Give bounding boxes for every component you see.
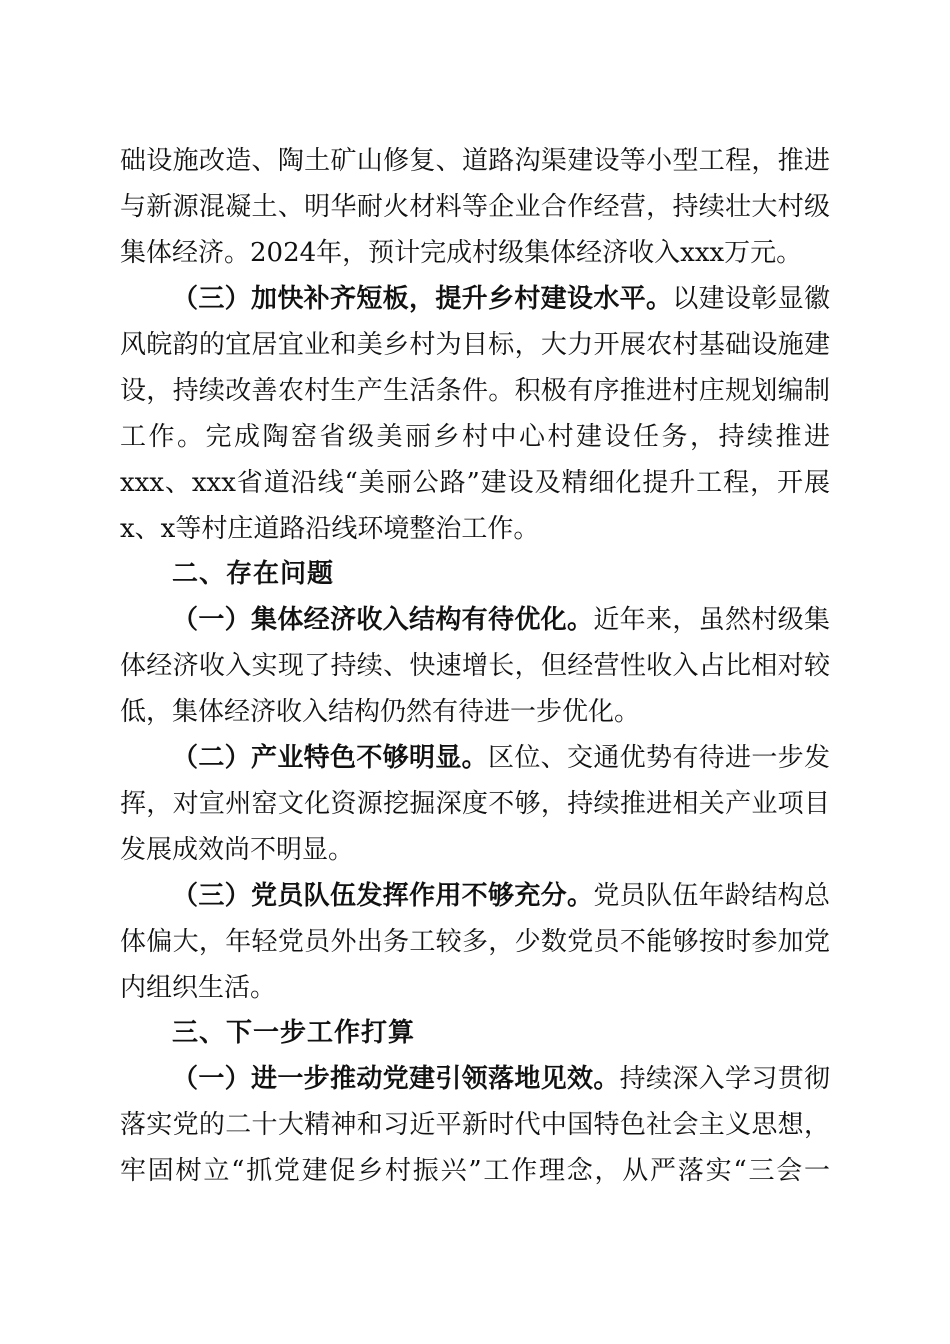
body-text-line: 础设施改造、陶土矿山修复、道路沟渠建设等小型工程，推进 xyxy=(120,146,830,176)
paragraph-title: （一）进一步推动党建引领落地见效。 xyxy=(172,1064,620,1094)
paragraph-title: （三）党员队伍发挥作用不够充分。 xyxy=(172,881,594,911)
body-text-line: 风皖韵的宜居宜业和美乡村为目标，大力开展农村基础设施建 xyxy=(120,330,830,360)
paragraph-first-line xyxy=(172,1056,830,1102)
body-text-line: 与新源混凝土、明华耐火材料等企业合作经营，持续壮大村级 xyxy=(120,192,830,222)
paragraph-first-line xyxy=(172,873,830,919)
body-text-line: xxx、xxx省道沿线“美丽公路”建设及精细化提升工程，开展 xyxy=(120,468,830,498)
paragraph-title: （二）产业特色不够明显。 xyxy=(172,743,488,773)
paragraph-text: 区位、交通优势有待进一步发 xyxy=(488,743,830,773)
paragraph-text: 持续深入学习贯彻 xyxy=(619,1064,830,1094)
paragraph-first-line xyxy=(172,735,830,781)
body-text-line: 工作。完成陶窑省级美丽乡村中心村建设任务，持续推进 xyxy=(120,422,830,452)
body-text-line: 设，持续改善农村生产生活条件。积极有序推进村庄规划编制 xyxy=(120,376,830,406)
body-text-line: 体经济收入实现了持续、快速增长，但经营性收入占比相对较 xyxy=(120,651,830,681)
paragraph-first-line xyxy=(172,276,830,322)
body-text-line: 内组织生活。 xyxy=(120,973,277,1003)
paragraph-title: （一）集体经济收入结构有待优化。 xyxy=(172,605,594,635)
body-text-line: 体偏大，年轻党员外出务工较多，少数党员不能够按时参加党 xyxy=(120,927,830,957)
section-heading: 三、下一步工作打算 xyxy=(172,1018,416,1048)
paragraph-text: 党员队伍年龄结构总 xyxy=(593,881,830,911)
paragraph-first-line xyxy=(172,597,830,643)
paragraph-text: 近年来，虽然村级集 xyxy=(593,605,830,635)
paragraph-title: （三）加快补齐短板，提升乡村建设水平。 xyxy=(172,284,673,314)
body-text-line: 集体经济。2024年，预计完成村级集体经济收入xxx万元。 xyxy=(120,238,803,268)
body-text-line: 牢固树立“抓党建促乡村振兴”工作理念，从严落实“三会一 xyxy=(120,1156,830,1186)
body-text-line: 发展成效尚不明显。 xyxy=(120,835,355,865)
section-heading: 二、存在问题 xyxy=(172,559,335,589)
body-text-line: 落实党的二十大精神和习近平新时代中国特色社会主义思想， xyxy=(120,1110,830,1140)
body-text-line: x、x等村庄道路沿线环境整治工作。 xyxy=(120,514,540,544)
paragraph-text: 以建设彰显徽 xyxy=(672,284,830,314)
body-text-line: 挥，对宣州窑文化资源挖掘深度不够，持续推进相关产业项目 xyxy=(120,789,830,819)
body-text-line: 低，集体经济收入结构仍然有待进一步优化。 xyxy=(120,697,641,727)
